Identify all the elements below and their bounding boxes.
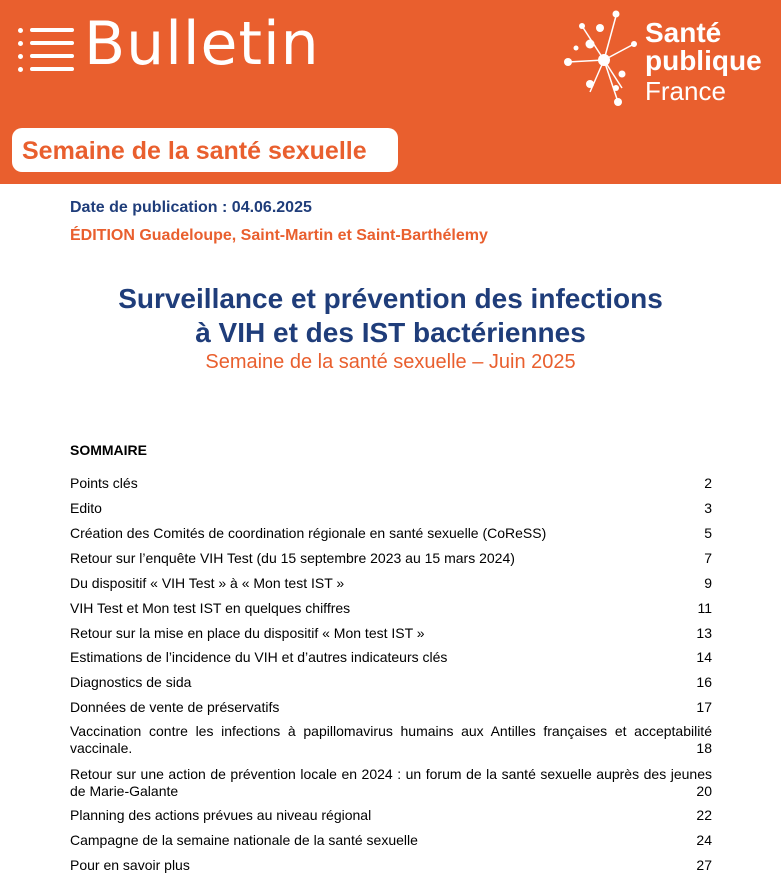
toc-item-title: Données de vente de préservatifs	[70, 699, 280, 715]
edition-label: ÉDITION Guadeloupe, Saint-Martin et Saint-Barthélemy	[70, 227, 488, 244]
brand-line-2: publique	[645, 45, 762, 76]
toc-item-title: Retour sur une action de prévention locale en 2024 : un forum de la santé sexuelle auprès des jeunes de Marie-Galante	[70, 766, 712, 799]
toc-item[interactable]	[70, 500, 712, 517]
publication-date: Date de publication : 04.06.2025	[70, 199, 312, 216]
toc-item-title: Création des Comités de coordination régionale en santé sexuelle (CoReSS)	[70, 525, 547, 541]
header-banner	[0, 0, 781, 184]
toc-item[interactable]	[70, 625, 712, 642]
toc-item-title: Campagne de la semaine nationale de la santé sexuelle	[70, 832, 418, 848]
brand-line-1: Santé	[645, 17, 722, 48]
brand-wordmark	[645, 18, 762, 106]
menu-icon	[18, 26, 74, 70]
toc-item-title: Planning des actions prévues au niveau régional	[70, 807, 372, 823]
toc-item-page: 7	[704, 550, 712, 566]
toc-item-title: VIH Test et Mon test IST en quelques chiffres	[70, 600, 351, 616]
toc-item[interactable]	[70, 649, 712, 666]
sante-publique-logo-icon	[560, 4, 640, 114]
page-subtitle: Semaine de la santé sexuelle – Juin 2025	[205, 351, 576, 373]
toc-item-page: 20	[696, 783, 712, 799]
toc-item-title: Points clés	[70, 475, 138, 491]
toc-item-page: 17	[696, 699, 712, 715]
toc-item[interactable]	[70, 766, 712, 800]
toc-item[interactable]	[70, 525, 712, 542]
week-badge: Semaine de la santé sexuelle	[12, 128, 398, 172]
toc-item-page: 9	[704, 575, 712, 591]
toc-item-title: Diagnostics de sida	[70, 674, 192, 690]
toc-item-page: 18	[696, 740, 712, 756]
toc-item[interactable]	[70, 807, 712, 824]
toc-item[interactable]	[70, 600, 712, 617]
toc-item-page: 3	[704, 500, 712, 516]
toc-item[interactable]	[70, 550, 712, 567]
toc-item[interactable]	[70, 475, 712, 492]
toc-item[interactable]	[70, 723, 712, 757]
toc-item-page: 2	[704, 475, 712, 491]
toc-item-page: 13	[696, 625, 712, 641]
toc-item-page: 5	[704, 525, 712, 541]
toc-item-page: 22	[696, 807, 712, 823]
toc-item-title: Edito	[70, 500, 102, 516]
toc-item-page: 27	[696, 857, 712, 873]
toc-item-title: Retour sur l’enquête VIH Test (du 15 septembre 2023 au 15 mars 2024)	[70, 550, 515, 566]
toc-item-page: 16	[696, 674, 712, 690]
toc-item-title: Pour en savoir plus	[70, 857, 190, 873]
title-line-2: à VIH et des IST bactériennes	[195, 317, 586, 348]
toc-item-page: 11	[697, 600, 712, 616]
page-title	[0, 282, 781, 350]
toc-item[interactable]	[70, 674, 712, 691]
bulletin-title: Bulletin	[84, 9, 320, 79]
toc-item-title: Du dispositif « VIH Test » à « Mon test IST »	[70, 575, 345, 591]
toc-item[interactable]	[70, 857, 712, 874]
toc-item-title: Vaccination contre les infections à papillomavirus humains aux Antilles françaises et acceptabilité vaccinale.	[70, 723, 712, 756]
toc-item[interactable]	[70, 699, 712, 716]
toc-item-title: Estimations de l’incidence du VIH et d’autres indicateurs clés	[70, 649, 448, 665]
toc-item[interactable]	[70, 575, 712, 592]
sommaire-heading: SOMMAIRE	[70, 442, 147, 458]
toc-item-page: 24	[696, 832, 712, 848]
toc-item-page: 14	[696, 649, 712, 665]
toc-item-title: Retour sur la mise en place du dispositif « Mon test IST »	[70, 625, 425, 641]
title-line-1: Surveillance et prévention des infections	[118, 283, 663, 314]
brand-line-3: France	[645, 76, 726, 106]
toc-item[interactable]	[70, 832, 712, 849]
